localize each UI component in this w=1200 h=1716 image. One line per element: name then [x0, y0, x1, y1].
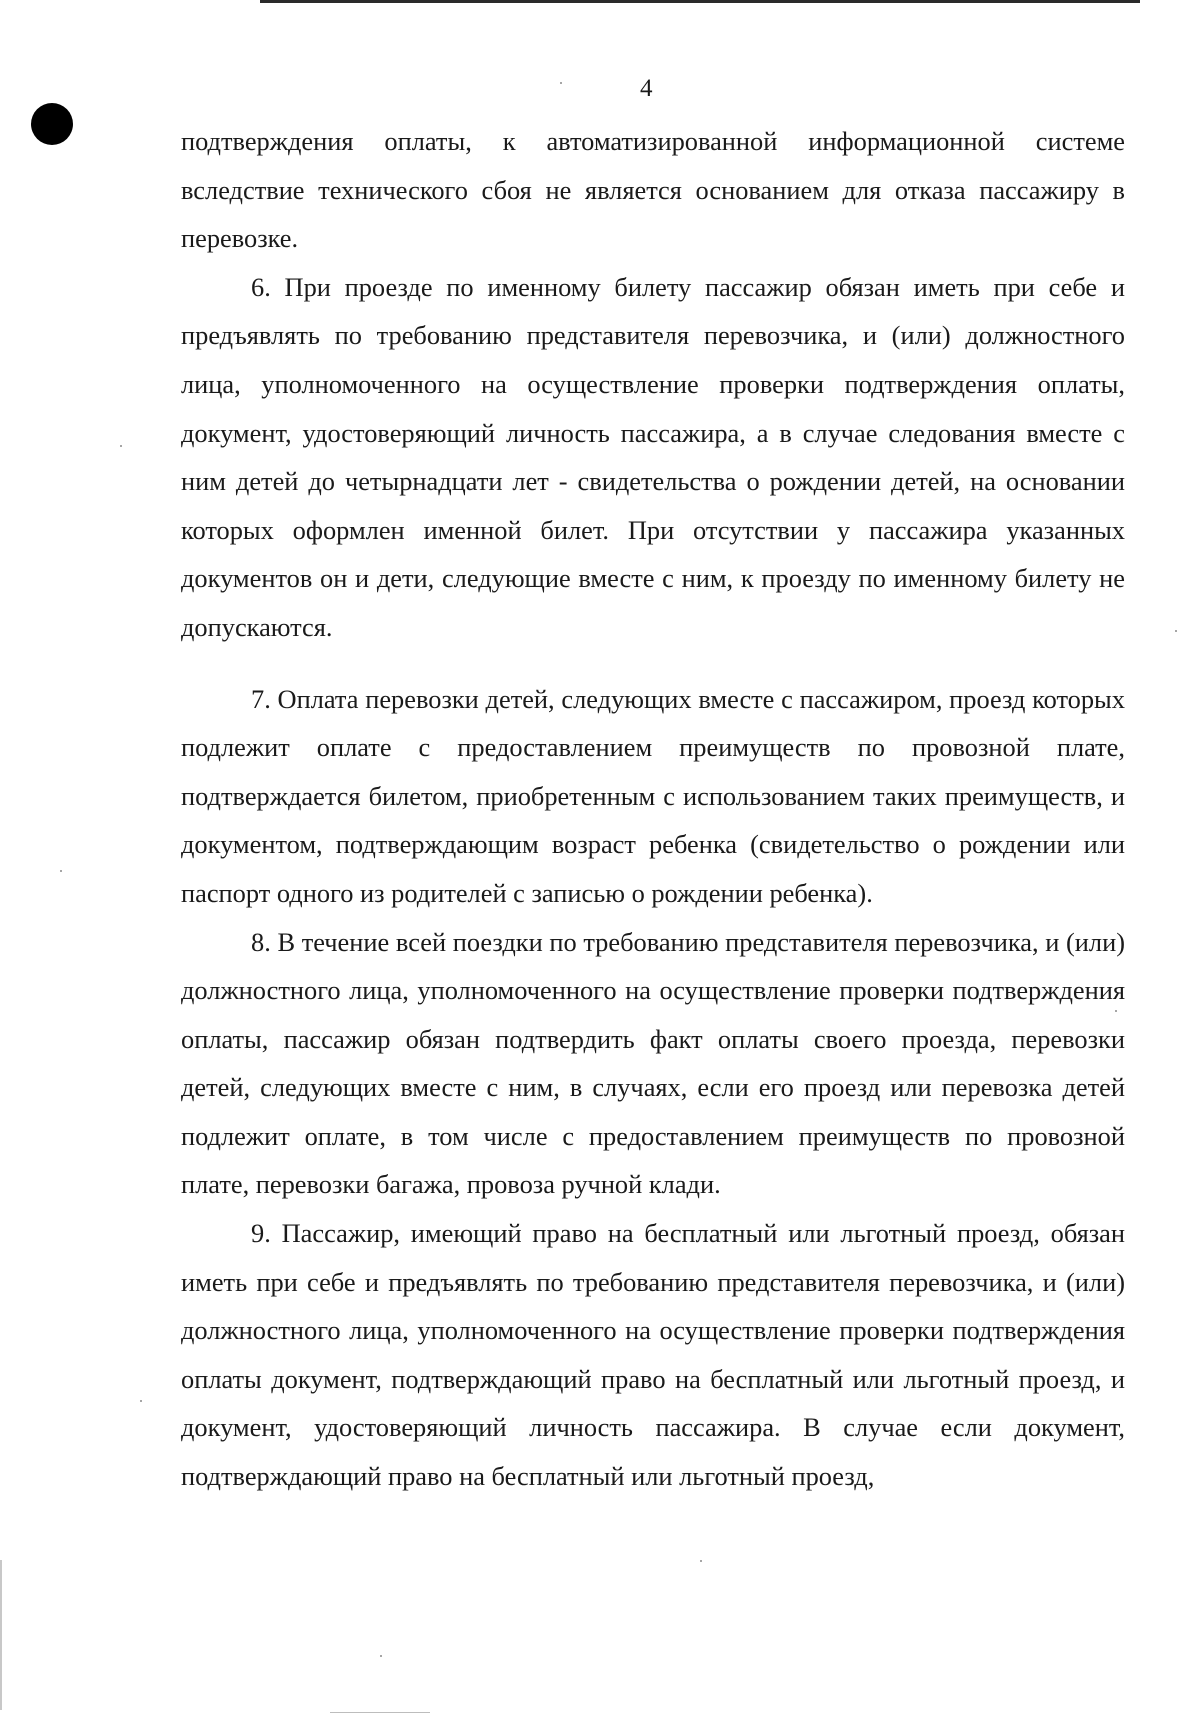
paragraph-item-9: 9. Пассажир, имеющий право на бесплатный или льготный проезд, обязан иметь при себе и предъявлять по требованию представителя перевозчика, и (или) должностного лица, уполномоченного на осуществление проверки подтверждения оплаты документ, подтверждающий право на бесплатный или льготный проезд, и документ, удостоверяющий личность пассажира. В случае если документ, подтверждающий право на бесплатный или льготный проезд, — [181, 1218, 1125, 1492]
scan-speck — [1175, 630, 1177, 632]
paragraph-item-6: 6. При проезде по именному билету пассажир обязан иметь при себе и предъявлять по требованию представителя перевозчика, и (или) должностного лица, уполномоченного на осуществление проверки подтверждения оплаты, документ, удостоверяющий личность пассажира, а в случае следования вместе с ним детей до четырнадцати лет - свидетельства о рождении детей, на основании которых оформлен именной билет. При отсутствии у пассажира указанных документов он и дети, следующие вместе с ним, к проезду по именному билету не допускаются. — [181, 271, 1125, 642]
scan-speck — [120, 445, 122, 447]
scan-bottom-mark — [330, 1712, 430, 1713]
scan-speck — [1115, 1010, 1117, 1012]
scan-speck — [140, 1400, 142, 1402]
page-number: 4 — [640, 75, 653, 102]
paragraph-item-8: 8. В течение всей поездки по требованию представителя перевозчика, и (или) должностного лица, уполномоченного на осуществление проверки подтверждения оплаты, пассажир обязан подтвердить факт оплаты своего проезда, перевозки детей, следующих вместе с ним, в случаях, если его проезд или перевозка детей подлежит оплате, в том числе с предоставлением преимуществ по провозной плате, перевозки багажа, провоза ручной клади. — [181, 926, 1125, 1200]
paragraph-item-7: 7. Оплата перевозки детей, следующих вместе с пассажиром, проезд которых подлежит оплате с предоставлением преимуществ по провозной плате, подтверждается билетом, приобретенным с использованием таких преимуществ, и документом, подтверждающим возраст ребенка (свидетельство о рождении или паспорт одного из родителей с записью о рождении ребенка). — [181, 683, 1125, 908]
scan-speck — [560, 82, 562, 84]
scan-speck — [700, 1560, 702, 1562]
scan-left-edge — [0, 1560, 2, 1710]
document-body — [181, 117, 1125, 1501]
punch-hole-mark — [31, 103, 73, 145]
paragraph-continuation: подтверждения оплаты, к автоматизированной информационной системе вследствие технического сбоя не является основанием для отказа пассажиру в перевозке. — [181, 126, 1125, 254]
scan-speck — [60, 870, 62, 872]
scan-top-border — [260, 0, 1140, 3]
scan-speck — [380, 1655, 382, 1657]
